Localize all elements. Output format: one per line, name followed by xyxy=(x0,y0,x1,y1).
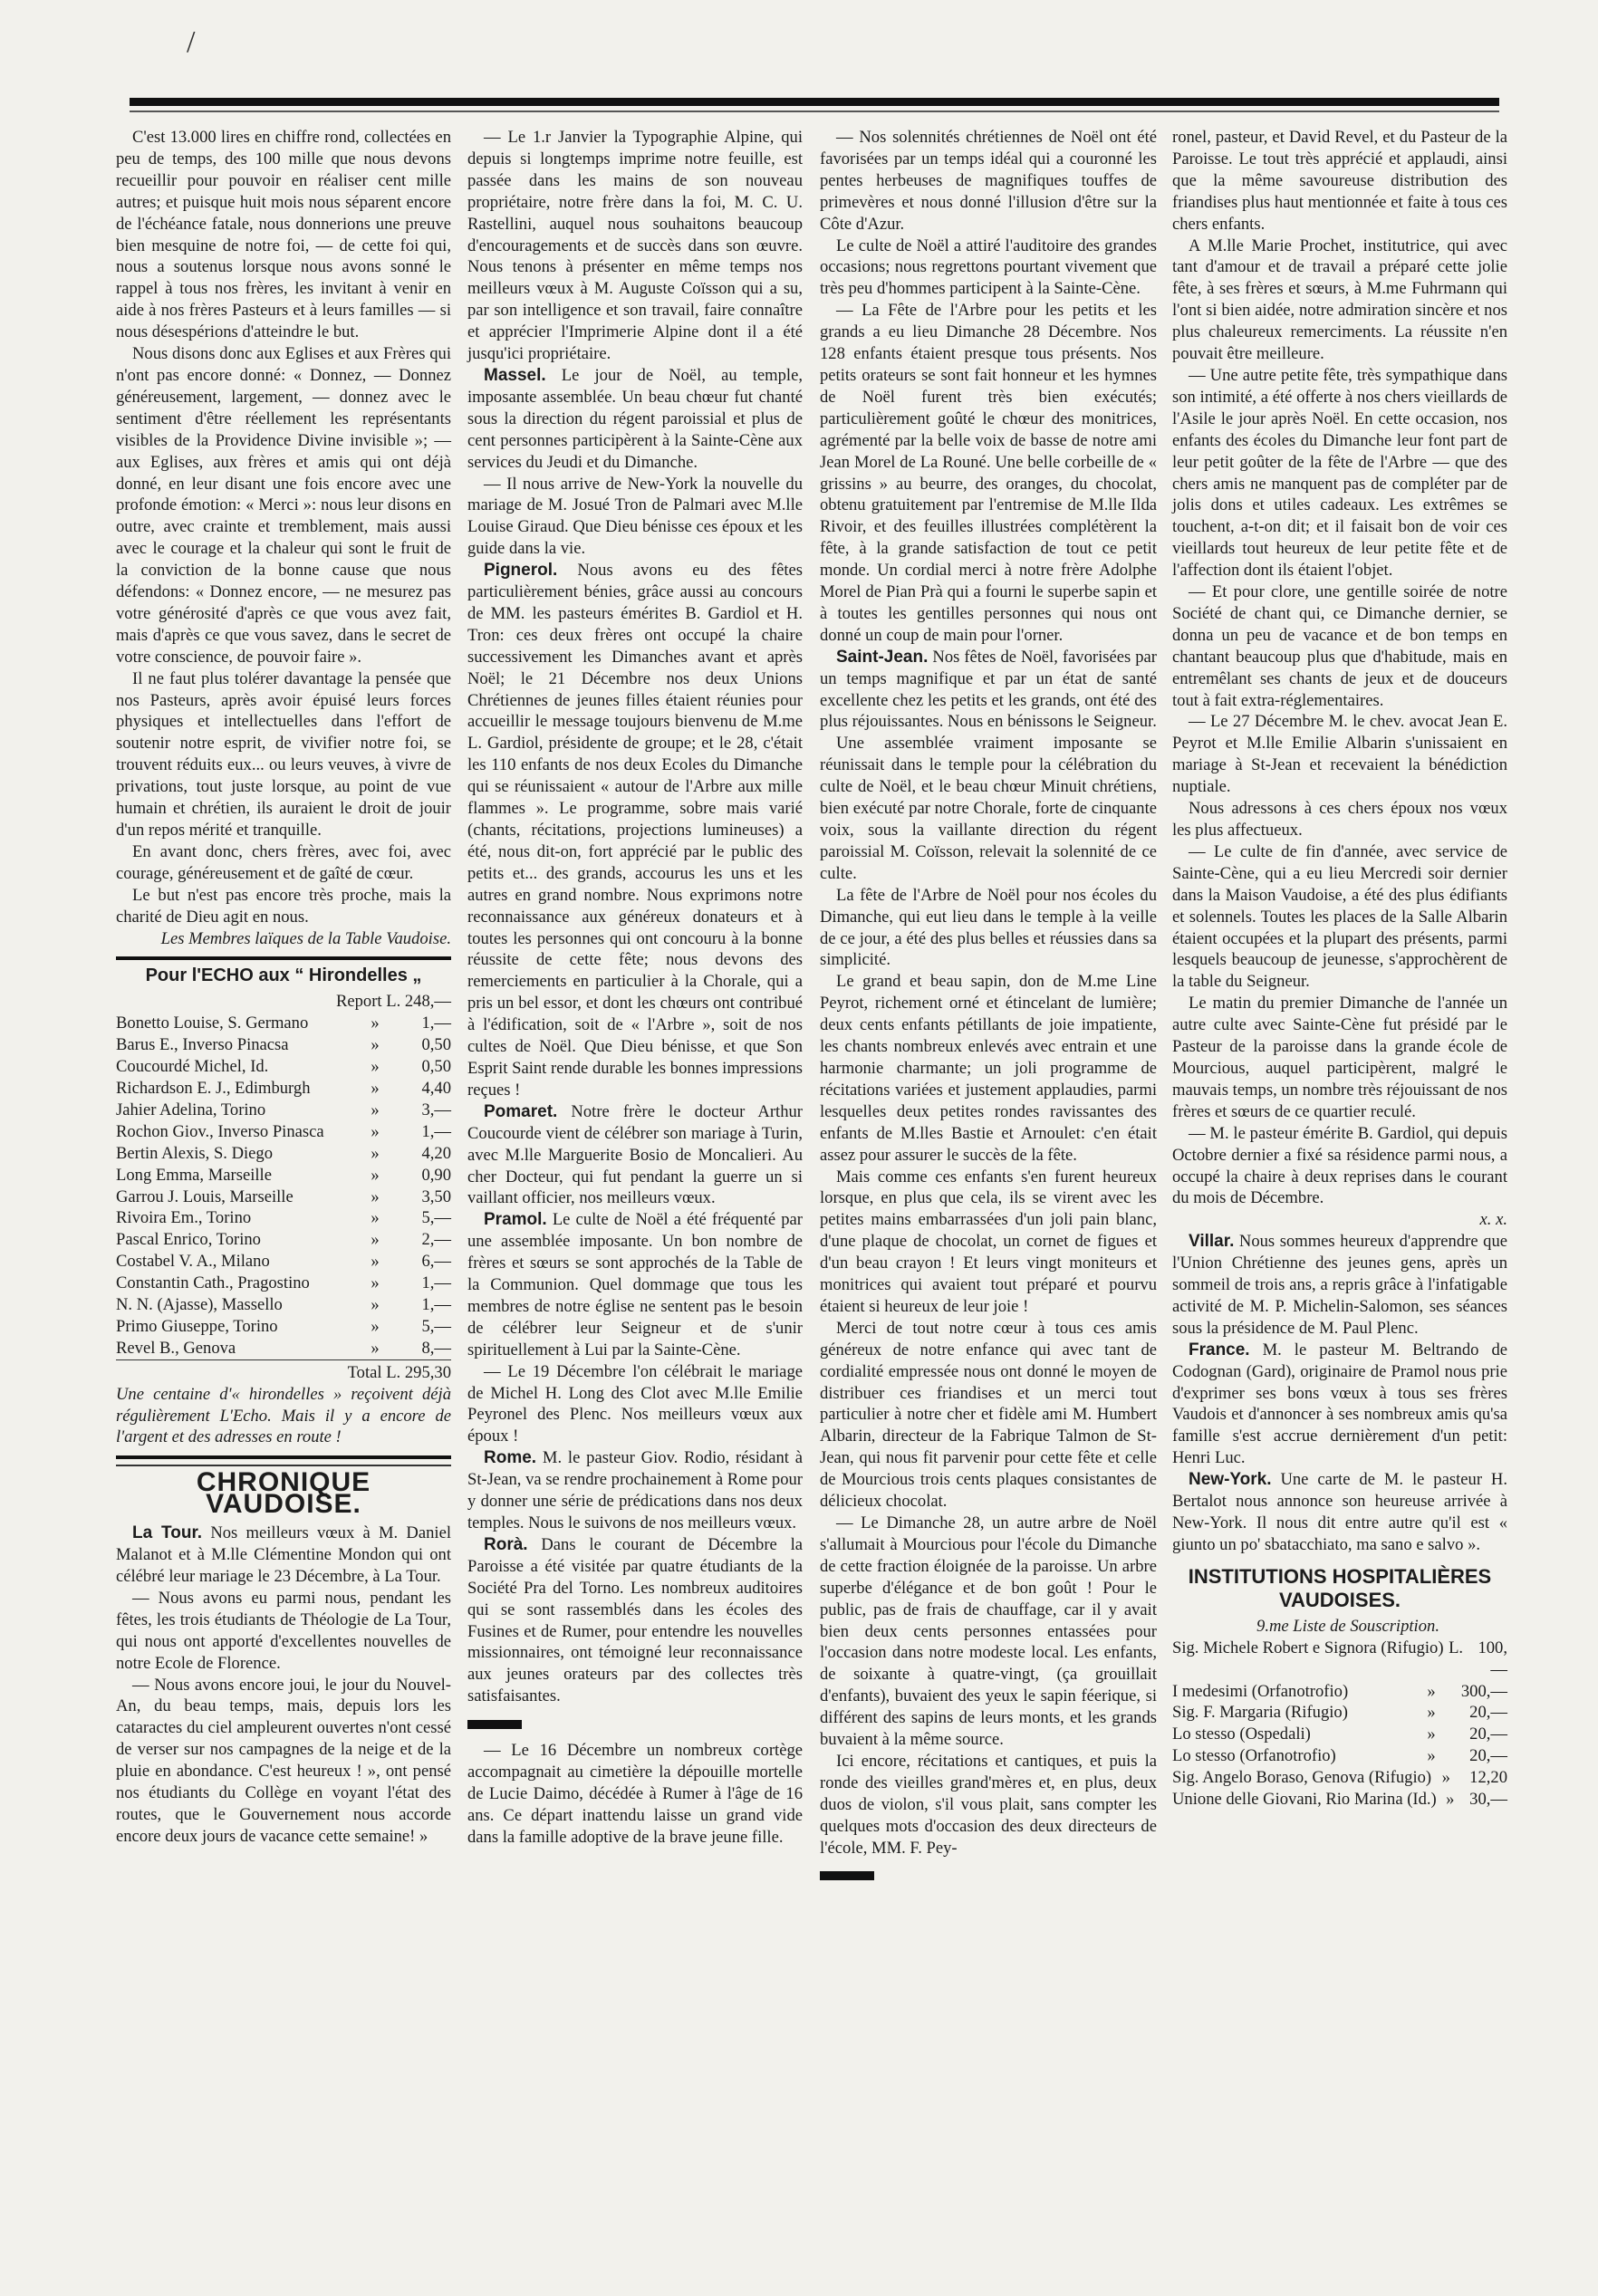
news-item xyxy=(1172,1469,1507,1556)
page-mark: / xyxy=(187,25,196,59)
subscription-row xyxy=(1172,1638,1507,1681)
paragraph: Nous adressons à ces chers époux nos vœux les plus affectueux. xyxy=(1172,799,1507,840)
news-text: Le jour de Noël, au temple, imposante assemblée. Un beau chœur fut chanté sous la direction du régent paroissial et plus de cent personnes participèrent à la Sainte-Cène aux services du Jeudi et du Dimanche. xyxy=(467,365,803,472)
list-unit: » xyxy=(1427,1724,1436,1744)
donor-row xyxy=(116,1229,451,1251)
news-item xyxy=(1172,1231,1507,1340)
list-amount: 1,— xyxy=(421,1273,451,1293)
list-name: Lo stesso (Ospedali) xyxy=(1172,1724,1311,1744)
column-1 xyxy=(116,127,451,2282)
paragraph: — Et pour clore, une gentille soirée de notre Société de chant qui, ce Dimanche dernier, se donna un peu de vacance et de bon temps en chantant beaucoup plus que d'habitude, mais en entremêlant ses chants de jeux et de douceurs tout à fait extra-réglementaires. xyxy=(1172,582,1507,710)
list-name: Jahier Adelina, Torino xyxy=(116,1100,266,1119)
list-name: Sig. Angelo Boraso, Genova (Rifugio) xyxy=(1172,1768,1432,1788)
list-name: Sig. F. Margaria (Rifugio) xyxy=(1172,1703,1348,1723)
total-line: Total L. 295,30 xyxy=(116,1359,451,1384)
list-amount: 6,— xyxy=(421,1252,451,1272)
echo-note: Une centaine d'« hirondelles » reçoivent déjà régulièrement L'Echo. Mais il y a encore de l'argent et des adresses en route ! xyxy=(116,1384,451,1447)
list-amount: 5,— xyxy=(421,1208,451,1228)
news-item xyxy=(116,1523,451,1588)
paragraph: Le matin du premier Dimanche de l'année un autre culte avec Sainte-Cène fut présidé par le Pasteur de la paroisse dans la grande école de Mourcious, auquel participèrent, malgré le mauvais temps, un nombre très réjouissant de nos frères et sœurs de ce quartier reculé. xyxy=(1172,994,1507,1121)
paragraph: — Le 16 Décembre un nombreux cortège accompagnait au cimetière la dépouille mortelle de Lucie Daimo, décédée à Rumer à l'âge de 16 ans. Ce départ inattendu laisse un grand vide dans la famille adoptive de la brave jeune fille. xyxy=(467,1741,803,1847)
paragraph: En avant donc, chers frères, avec foi, avec courage, généreusement et de gaîté de cœur. xyxy=(116,841,451,883)
list-amount: 2,— xyxy=(421,1230,451,1250)
list-unit: » xyxy=(1427,1681,1436,1701)
initials: x. x. xyxy=(1479,1210,1507,1230)
list-amount: 20,— xyxy=(1469,1703,1507,1723)
news-text: Une carte de M. le pasteur H. Bertalot nous annonce son heureuse arrivée à New-York. Il nous dit entre autre qu'il est « giunto un po' sbatacchiato, ma sano e salvo ». xyxy=(1172,1470,1508,1554)
section-divider xyxy=(116,1455,451,1459)
donor-row xyxy=(116,1078,451,1100)
list-unit: » xyxy=(371,1186,380,1206)
list-amount: 1,— xyxy=(421,1295,451,1315)
news-text: M. le pasteur Giov. Rodio, résidant à St-Jean, va se rendre prochainement à Rome pour y donner une série de prédications dans nos deux temples. Nous le suivons de nos meilleurs vœux. xyxy=(467,1448,803,1532)
paragraph: Le culte de Noël a attiré l'auditoire des grandes occasions; nous regrettons pourtant vivement que très peu d'hommes participent à la Sainte-Cène. xyxy=(820,235,1157,299)
list-amount: 8,— xyxy=(421,1338,451,1358)
list-name: Long Emma, Marseille xyxy=(116,1165,272,1185)
paragraph: La fête de l'Arbre de Noël pour nos écoles du Dimanche, qui eut lieu dans le temple à la veille de ce jour, a été des plus belles et réussies dans sa simplicité. xyxy=(820,885,1157,970)
donor-row xyxy=(116,1100,451,1121)
list-name: Constantin Cath., Pragostino xyxy=(116,1273,310,1293)
donor-row xyxy=(116,1186,451,1208)
ink-mark xyxy=(820,1865,1157,1887)
list-unit: » xyxy=(371,1316,380,1336)
header-rule xyxy=(130,98,1499,106)
list-unit: » xyxy=(371,1208,380,1228)
list-name: Bertin Alexis, S. Diego xyxy=(116,1143,274,1163)
donor-row xyxy=(116,1165,451,1186)
donor-row xyxy=(116,1338,451,1359)
section-divider xyxy=(116,956,451,960)
news-item xyxy=(467,1447,803,1534)
paragraph: — Nos solennités chrétiennes de Noël ont été favorisées par un temps idéal qui a couronné les pentes herbeuses de magnifiques touffes de primevères et nous donné l'illusion d'être sur la Côte d'Azur. xyxy=(820,128,1157,234)
list-amount: 4,20 xyxy=(421,1143,451,1163)
subscription-row xyxy=(1172,1702,1507,1724)
list-unit: » xyxy=(371,1273,380,1293)
place-heading: Villar. xyxy=(1189,1232,1235,1252)
subscription-row xyxy=(1172,1724,1507,1745)
institutions-title: INSTITUTIONS HOSPITALIÈRES VAUDOISES. xyxy=(1188,1564,1492,1611)
place-heading: France. xyxy=(1189,1340,1250,1359)
news-text: Nos fêtes de Noël, favorisées par un temps magnifique et par un état de santé excellente chez les petits et les grands, ont été des plus réjouissantes. Nous en bénissons le Seigneur. xyxy=(820,647,1157,732)
news-text: Nous sommes heureux d'apprendre que l'Union Chrétienne des jeunes gens, après un sommeil de trois ans, a repris grâce à l'infatigable activité de M. P. Michelin-Salomon, ses séances sous la présidence de M. Paul Plenc. xyxy=(1172,1232,1507,1338)
list-name: Sig. Michele Robert e Signora (Rifugio) xyxy=(1172,1638,1444,1657)
list-amount: 20,— xyxy=(1469,1724,1507,1744)
list-name: N. N. (Ajasse), Massello xyxy=(116,1295,283,1315)
donor-row xyxy=(116,1294,451,1316)
donor-list xyxy=(116,1013,451,1359)
news-item xyxy=(1172,1340,1507,1469)
list-name: Rivoira Em., Torino xyxy=(116,1208,252,1228)
paragraph: — Le 19 Décembre l'on célébrait le mariage de Michel H. Long des Clot avec M.lle Emilie Peyronel des Plenc. Nos meilleurs vœux aux époux ! xyxy=(467,1361,803,1446)
paragraph: C'est 13.000 lires en chiffre rond, collectées en peu de temps, des 100 mille que nous devons recueillir pour pouvoir en réaliser cent mille autres; et puisque huit mois nous séparent encore de l'échéance fatale, nous donnerions une preuve bien mesquine de notre foi, — de cette foi qui, nous a soutenus lorsque nous avons sonné le rappel à tous nos frères, les invitant à venir en aide à nos frères Pasteurs et à leurs familles — si nous désespérions d'atteindre le but. xyxy=(116,128,451,342)
list-unit: » xyxy=(1427,1703,1436,1723)
report-line: Report L. 248,— xyxy=(335,992,451,1012)
paragraph: A M.lle Marie Prochet, institutrice, qui avec tant d'amour et de travail a préparé cette jolie fête, à ses frères et sœurs, à M.me Fuhrmann qui l'ont si bien aidée, notre admiration sincère et nos plus chaleureux remerciments. La réussite n'en pouvait être meilleure. xyxy=(1172,235,1507,364)
list-name: Garrou J. Louis, Marseille xyxy=(116,1186,294,1206)
donor-row xyxy=(116,1013,451,1034)
list-unit: » xyxy=(1427,1746,1436,1766)
list-unit: » xyxy=(371,1035,380,1055)
chronique-title: CHRONIQUE VAUDOISE. xyxy=(196,1467,371,1520)
column-2 xyxy=(467,127,803,2282)
list-unit: » xyxy=(1441,1768,1450,1788)
place-heading: Pomaret. xyxy=(484,1101,558,1121)
list-name: Revel B., Genova xyxy=(116,1338,236,1358)
paragraph: — Il nous arrive de New-York la nouvelle du mariage de M. Josué Tron de Palmari avec M.lle Louise Giraud. Que Dieu bénisse ces époux et les guide dans la vie. xyxy=(467,474,803,559)
paragraph: Le but n'est pas encore très proche, mais la charité de Dieu agit en nous. xyxy=(116,885,451,927)
list-amount: 1,— xyxy=(421,1121,451,1141)
donor-row xyxy=(116,1034,451,1056)
paragraph: — M. le pasteur émérite B. Gardiol, qui depuis Octobre dernier a fixé sa résidence parmi nous, a occupé la chaire à deux reprises dans le courant du mois de Décembre. xyxy=(1172,1123,1507,1208)
news-item xyxy=(467,560,803,1101)
list-unit: L. xyxy=(1449,1638,1464,1657)
list-unit: » xyxy=(371,1338,380,1358)
header-rule-thin xyxy=(130,110,1499,112)
place-heading: Massel. xyxy=(484,365,546,385)
ink-blot xyxy=(820,1871,874,1880)
place-heading: La Tour. xyxy=(132,1523,203,1543)
list-unit: » xyxy=(371,1230,380,1250)
subscription-row xyxy=(1172,1767,1507,1789)
list-unit: » xyxy=(371,1252,380,1272)
list-amount: 100,— xyxy=(1478,1638,1507,1679)
list-name: Primo Giuseppe, Torino xyxy=(116,1316,278,1336)
paragraph: ronel, pasteur, et David Revel, et du Pasteur de la Paroisse. Le tout très apprécié et applaudi, ainsi que la même savoureuse distribution des friandises plus haut mentionnée et faite à tous ces chers enfants. xyxy=(1172,128,1507,234)
subscription-caption: 9.me Liste de Souscription. xyxy=(1256,1616,1439,1636)
list-unit: » xyxy=(371,1295,380,1315)
list-amount: 0,90 xyxy=(421,1165,451,1185)
list-name: Costabel V. A., Milano xyxy=(116,1252,270,1272)
list-unit: » xyxy=(371,1057,380,1077)
paragraph: — Le Dimanche 28, un autre arbre de Noël s'allumait à Mourcious pour l'école du Dimanche de cette fraction éloignée de la paroisse. Un arbre superbe d'élégance et de bon goût ! Pour le public, pas de frais de chauffage, car il y avait bien deux cents personnes entassées pour l'occasion dans notre modeste local. Les enfants, de soixante à quatre-vingt, (ça grouillait d'enfants), buvaient des yeux le sapin féerique, si différent des sapins de leurs monts, et les grands buvaient à la même source. xyxy=(820,1513,1157,1750)
paragraph: Nous disons donc aux Eglises et aux Frères qui n'ont pas encore donné: « Donnez, — Donnez généreusement, largement, — donnez avec le sentiment d'être réellement les représentants visibles de la Providence Divine invisible »; — aux Eglises, aux frères et amis qui ont déjà donné, en leur disant une fois encore avec une profonde émotion: « Merci »: nous leur disons en outre, avec crainte et tremblement, mais aussi avec le courage et la chaleur qui sont le fruit de la conviction de la bonne cause que nous défendons: « Donnez encore, — ne mesurez pas votre générosité d'après ce que vous avez fait, mais d'après ce que vous savez, dans le secret de votre conscience, de pouvoir faire ». xyxy=(116,344,451,667)
paragraph: Merci de tout notre cœur à tous ces amis généreux de notre enfance qui avec tant de cordialité empressée nous ont donné le moyen de distribuer ces friandises et un merci tout particulier à notre cher et fidèle ami M. Humbert Albarin, directeur de la Fabrique Talmon de St-Jean, qui nous fit parvenir pour cette fête et celle de Mourcious trois cents plaques consistantes de délicieux chocolat. xyxy=(820,1318,1157,1512)
list-unit: » xyxy=(371,1165,380,1185)
news-text: Notre frère le docteur Arthur Coucourde vient de célébrer son mariage à Turin, avec M.lle Marguerite Bosio de Moncalieri. Au cher Docteur, qui fut pendant la guerre un si vaillant officier, nos meilleurs vœux. xyxy=(467,1101,803,1208)
list-name: I medesimi (Orfanotrofio) xyxy=(1172,1681,1349,1701)
list-name: Pascal Enrico, Torino xyxy=(116,1230,261,1250)
paragraph: Une assemblée vraiment imposante se réunissait dans le temple pour la célébration du culte de Noël, et le beau chœur Minuit chrétiens, bien exécuté par notre Chorale, forte de cinquante voix, sous la vaillante direction du régent paroissial M. Coïsson, relevait la solennité de ce culte. xyxy=(820,734,1157,883)
list-amount: 5,— xyxy=(421,1316,451,1336)
column-3 xyxy=(820,127,1157,2282)
donor-row xyxy=(116,1143,451,1165)
news-text: M. le pasteur M. Beltrando de Codognan (Gard), originaire de Pramol nous prie d'exprimer ses bons vœux à tous ses frères Vaudois et d'annoncer à ses nombreux amis qu'sa famille s'est accrue dernièrement d'un petit: Henri Luc. xyxy=(1172,1340,1507,1468)
place-heading: Pignerol. xyxy=(484,561,558,581)
list-unit: » xyxy=(371,1078,380,1098)
donor-row xyxy=(116,1316,451,1338)
subscription-row xyxy=(1172,1789,1507,1811)
list-name: Bonetto Louise, S. Germano xyxy=(116,1014,309,1033)
place-heading: Pramol. xyxy=(484,1210,547,1230)
donor-row xyxy=(116,1273,451,1294)
news-item xyxy=(467,1209,803,1360)
list-name: Unione delle Giovani, Rio Marina (Id.) xyxy=(1172,1790,1437,1810)
section-divider xyxy=(116,1465,451,1466)
paragraph: — Une autre petite fête, très sympathique dans son intimité, a été offerte à nos chers vieillards de l'Asile le jour après Noël. En cette occasion, nos enfants des écoles du Dimanche leur font part de leur petit goûter de la fête de l'Arbre — que des chers amis ne manquent pas de compléter par de jolis dons et utiles cadeaux. Les extrêmes se touchent, a-t-on dit; et il faisait bon de voir ces vieillards tout heureux de leur petite fête et de l'affection dont ils étaient l'objet. xyxy=(1172,365,1507,581)
list-name: Richardson E. J., Edimburgh xyxy=(116,1078,311,1098)
news-item xyxy=(820,647,1157,734)
list-amount: 0,50 xyxy=(421,1035,451,1055)
paragraph: — La Fête de l'Arbre pour les petits et les grands a eu lieu Dimanche 28 Décembre. Nos 128 enfants étaient presque tous présents. Nos petits orateurs se sont fait honneur et les hymnes de Noël furent très bien exécutés; particulièrement goûté le chœur des monitrices, agrémenté par la belle voix de basse de notre ami Jean Morel de La Rouné. Une belle corbeille de « grissins » au beurre, des oranges, du chocolat, obtenu gratuitement par l'entremise de M.lle Ilda Rivoir, et des feuilles illustrées complétèrent la fête, à la grande satisfaction de tout ce petit monde. Un cordial merci à notre frère Adolphe Morel de Pian Prà qui a fourni le superbe sapin et à toutes les gentilles personnes qui nous ont donné un coup de main pour l'orner. xyxy=(820,301,1157,645)
paragraph: Mais comme ces enfants s'en furent heureux lorsque, en plus que cela, ils se virent avec les petites mains embarrassées d'un joli pain blanc, d'une plaque de chocolat, un cornet de figues et d'un beau crayon ! Et leurs vingt moniteurs et monitrices qui avaient tout préparé et pourvu étaient si heureux de leur joie ! xyxy=(820,1167,1157,1316)
subscription-row xyxy=(1172,1745,1507,1767)
donor-row xyxy=(116,1121,451,1143)
news-item xyxy=(467,365,803,474)
news-item xyxy=(467,1534,803,1707)
list-name: Lo stesso (Orfanotrofio) xyxy=(1172,1746,1336,1766)
list-amount: 1,— xyxy=(421,1014,451,1033)
paragraph: — Le 1.r Janvier la Typographie Alpine, qui depuis si longtemps imprime notre feuille, est passée dans les mains de son nouveau propriétaire, notre frère dans la foi, M. C. U. Rastellini, auquel nous souhaitons beaucoup d'encouragements et de succès dans son œuvre. Nous tenons à présenter en même temps nos meilleurs vœux à M. Auguste Coïsson qui a su, par son intelligence et son travail, faire connaître et apprécier l'Imprimerie Alpine dont il a été jusqu'ici propriétaire. xyxy=(467,128,803,364)
paragraph: — Le 27 Décembre M. le chev. avocat Jean E. Peyrot et M.lle Emilie Albarin s'unissaient en mariage à St-Jean et recevaient la bénédiction nuptiale. xyxy=(1172,712,1507,797)
list-amount: 4,40 xyxy=(421,1078,451,1098)
ink-blot xyxy=(467,1720,522,1729)
place-heading: Saint-Jean. xyxy=(836,647,929,667)
paragraph: — Le culte de fin d'année, avec service de Sainte-Cène, qui a eu lieu Mercredi soir dernier dans la Maison Vaudoise, a été des plus édifiants et solennels. Toutes les places de la Salle Albarin étaient occupées et la plupart des présents, parmi lesquels beaucoup de jeunesse, s'approchèrent de la table du Seigneur. xyxy=(1172,841,1507,992)
place-heading: New-York. xyxy=(1189,1470,1272,1490)
signature: Les Membres laïques de la Table Vaudoise. xyxy=(160,928,451,948)
echo-section-title: Pour l'ECHO aux “ Hirondelles „ xyxy=(145,965,422,986)
list-unit: » xyxy=(371,1143,380,1163)
list-amount: 300,— xyxy=(1460,1681,1507,1701)
list-unit: » xyxy=(371,1121,380,1141)
list-amount: 30,— xyxy=(1469,1790,1507,1810)
paragraph: Il ne faut plus tolérer davantage la pensée que nos Pasteurs, après avoir épuisé leurs forces physiques et intellectuelles dans l'effort de soutenir notre esprit, de vivifier notre foi, se trouvent réduits eux... ou leurs veuves, à vivre de privations, tout juste lorsque, au point de vue humain et chrétien, ils auraient le droit de jouir d'un repos mérité et tranquille. xyxy=(116,668,451,840)
list-amount: 3,— xyxy=(421,1100,451,1119)
donor-row xyxy=(116,1056,451,1078)
list-name: Rochon Giov., Inverso Pinasca xyxy=(116,1121,324,1141)
news-text: Le culte de Noël a été fréquenté par une assemblée imposante. Un bon nombre de frères et sœurs se sont approchés de la Table de la Communion. Quel dommage que tous les membres de notre église ne sentent pas le besoin de célébrer leur Seigneur et de s'unir spirituellement à Lui par la Sainte-Cène. xyxy=(467,1210,803,1359)
news-text: Nos meilleurs vœux à M. Daniel Malanot et à M.lle Clémentine Mondon qui ont célébré leur mariage le 23 Décembre, à La Tour. xyxy=(116,1523,451,1586)
list-unit: » xyxy=(1446,1790,1455,1810)
paragraph: — Nous avons eu parmi nous, pendant les fêtes, les trois étudiants de Théologie de La Tour, qui nous ont apporté d'excellentes nouvelles de notre Ecole de Florence. xyxy=(116,1588,451,1673)
place-heading: Rome. xyxy=(484,1448,537,1468)
list-amount: 0,50 xyxy=(421,1057,451,1077)
place-heading: Rorà. xyxy=(484,1534,528,1554)
news-item xyxy=(467,1101,803,1210)
ink-mark xyxy=(467,1713,803,1734)
list-amount: 12,20 xyxy=(1469,1768,1507,1788)
list-amount: 3,50 xyxy=(421,1186,451,1206)
news-text: Nous avons eu des fêtes particulièrement bénies, grâce aussi au concours de MM. les pasteurs émérites B. Gardiol et H. Tron: ces deux frères ont occupé la chaire successivement les Dimanches avant et après Noël; le 21 Décembre nos deux Unions Chrétiennes de jeunes filles étaient réunies pour accueillir le message toujours bienvenu de M.me L. Gardiol, présidente de groupe; et le 28, c'était les 110 enfants de nos deux Ecoles du Dimanche qui se réunissaient « autour de l'Arbre aux mille flammes ». Le programme, sobre mais varié (chants, récitations, projections lumineuses) a été, nous dit-on, fort apprécié par le public des petits et... des grands, accourus les uns et les autres en grand nombre. Nous exprimons notre reconnaissance aux généreux donateurs et à toutes les personnes qui ont concouru à la bonne réussite de cette fête; nous devons des remerciements en particulier à la Chorale, qui a pris un bel essor, et dont les chœurs ont contribué à l'édification, soit de « l'Arbre », soit de nos cultes de Noël. Que Dieu bénisse, et que Son Esprit Saint rende durable les bonnes impressions reçues ! xyxy=(467,561,803,1100)
paragraph: Le grand et beau sapin, don de M.me Line Peyrot, richement orné et étincelant de lumière; deux cents enfants pétillants de joie impatiente, les chants nombreux enlevés avec entrain et une harmonie charmante; un joli programme de récitations variées et justement applaudies, parmi lesquelles deux petites rondes ravissantes des enfants de M.lles Bastie et Arnoulet: c'en était assez pour assurer le succès de la fête. xyxy=(820,972,1157,1165)
list-name: Barus E., Inverso Pinacsa xyxy=(116,1035,289,1055)
list-name: Coucourdé Michel, Id. xyxy=(116,1057,269,1077)
column-4 xyxy=(1172,127,1507,2282)
donor-row xyxy=(116,1207,451,1229)
donor-row xyxy=(116,1251,451,1273)
paragraph: — Nous avons encore joui, le jour du Nouvel-An, du beau temps, mais, depuis lors les cataractes du ciel ampleurent ouvertes n'ont cessé de verser sur nos campagnes de la neige et de la pluie en abondance. C'est heureux ! », ont pensé nos étudiants du Collège en voyant l'état des routes, que le Gouvernement nous accorde encore deux jours de vacance cette semaine! » xyxy=(116,1675,451,1846)
subscription-row xyxy=(1172,1681,1507,1703)
news-text: Dans le courant de Décembre la Paroisse a été visitée par quatre étudiants de la Société Pra del Torno. Les nombreux auditoires qui se sont rassemblés dans les écoles des Fusines et de Rumer, pour entendre les nouvelles missionnaires, ont témoigné leur reconnaissance aux jeunes orateurs par des collectes très satisfaisantes. xyxy=(467,1534,803,1706)
list-amount: 20,— xyxy=(1469,1746,1507,1766)
list-unit: » xyxy=(371,1100,380,1119)
paragraph: Ici encore, récitations et cantiques, et puis la ronde des vieilles grand'mères et, en plus, deux duos de violon, s'il vous plait, sans compter les quelques mots d'occasion des deux directeurs de l'école, MM. F. Pey- xyxy=(820,1751,1157,1858)
list-unit: » xyxy=(371,1014,380,1033)
subscription-list xyxy=(1172,1638,1507,1811)
